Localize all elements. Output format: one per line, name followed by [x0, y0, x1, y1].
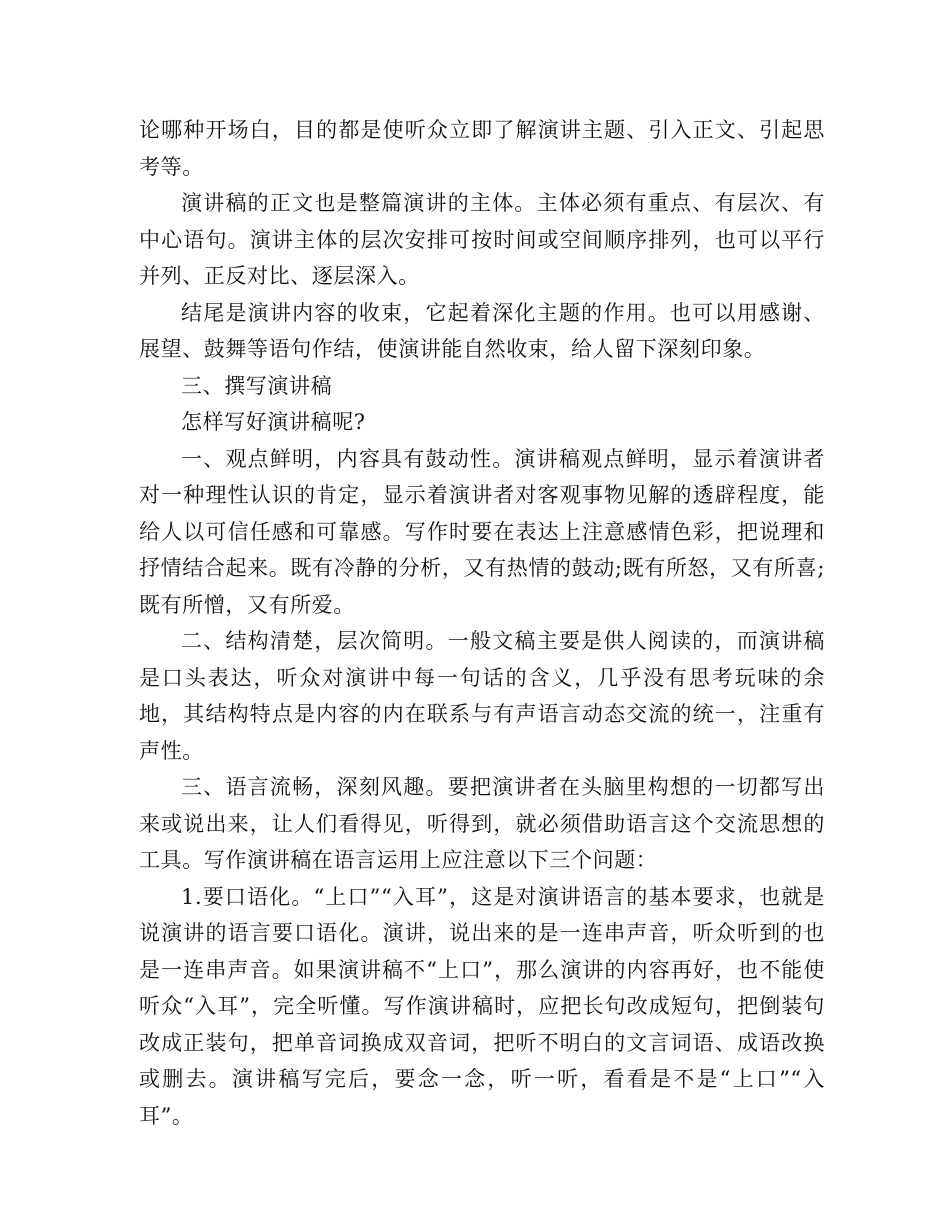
paragraph-opening-continuation: 论哪种开场白，目的都是使听众立即了解演讲主题、引入正文、引起思考等。 [139, 118, 825, 179]
document-body [139, 112, 825, 1134]
paragraph-subpoint-one: 1.要口语化。“上口”“入耳”，这是对演讲语言的基本要求，也就是说演讲的语言要口语化。演讲，说出来的是一连串声音，听众听到的也是一连串声音。如果演讲稿不“上口”，那么演讲的内容再好，也不能使听众“入耳”，完全听懂。写作演讲稿时，应把长句改成短句，把倒装句改成正装句，把单音词换成双音词，把听不明白的文言词语、成语改换或删去。演讲稿写完后，要念一念，听一听，看看是不是“上口”“入耳”。 [139, 884, 825, 1128]
paragraph-question: 怎样写好演讲稿呢? [181, 410, 366, 434]
paragraph-point-one: 一、观点鲜明，内容具有鼓动性。演讲稿观点鲜明，显示着演讲者对一种理性认识的肯定，显示着演讲者对客观事物见解的透辟程度，能给人以可信任感和可靠感。写作时要在表达上注意感情色彩，把说理和抒情结合起来。既有冷静的分析，又有热情的鼓动;既有所怒，又有所喜;既有所憎，又有所爱。 [139, 446, 825, 617]
paragraph-point-three: 三、语言流畅，深刻风趣。要把演讲者在头脑里构想的一切都写出来或说出来，让人们看得见，听得到，就必须借助语言这个交流思想的工具。写作演讲稿在语言运用上应注意以下三个问题： [139, 775, 825, 872]
paragraph-point-two: 二、结构清楚，层次简明。一般文稿主要是供人阅读的，而演讲稿是口头表达，听众对演讲中每一句话的含义，几乎没有思考玩味的余地，其结构特点是内容的内在联系与有声语言动态交流的统一，注重有声性。 [139, 629, 825, 763]
paragraph-body-section: 演讲稿的正文也是整篇演讲的主体。主体必须有重点、有层次、有中心语句。演讲主体的层次安排可按时间或空间顺序排列，也可以平行并列、正反对比、逐层深入。 [139, 191, 825, 288]
section-heading-writing: 三、撰写演讲稿 [181, 373, 333, 398]
paragraph-ending-section: 结尾是演讲内容的收束，它起着深化主题的作用。也可以用感谢、展望、鼓舞等语句作结，使演讲能自然收束，给人留下深刻印象。 [139, 300, 825, 361]
